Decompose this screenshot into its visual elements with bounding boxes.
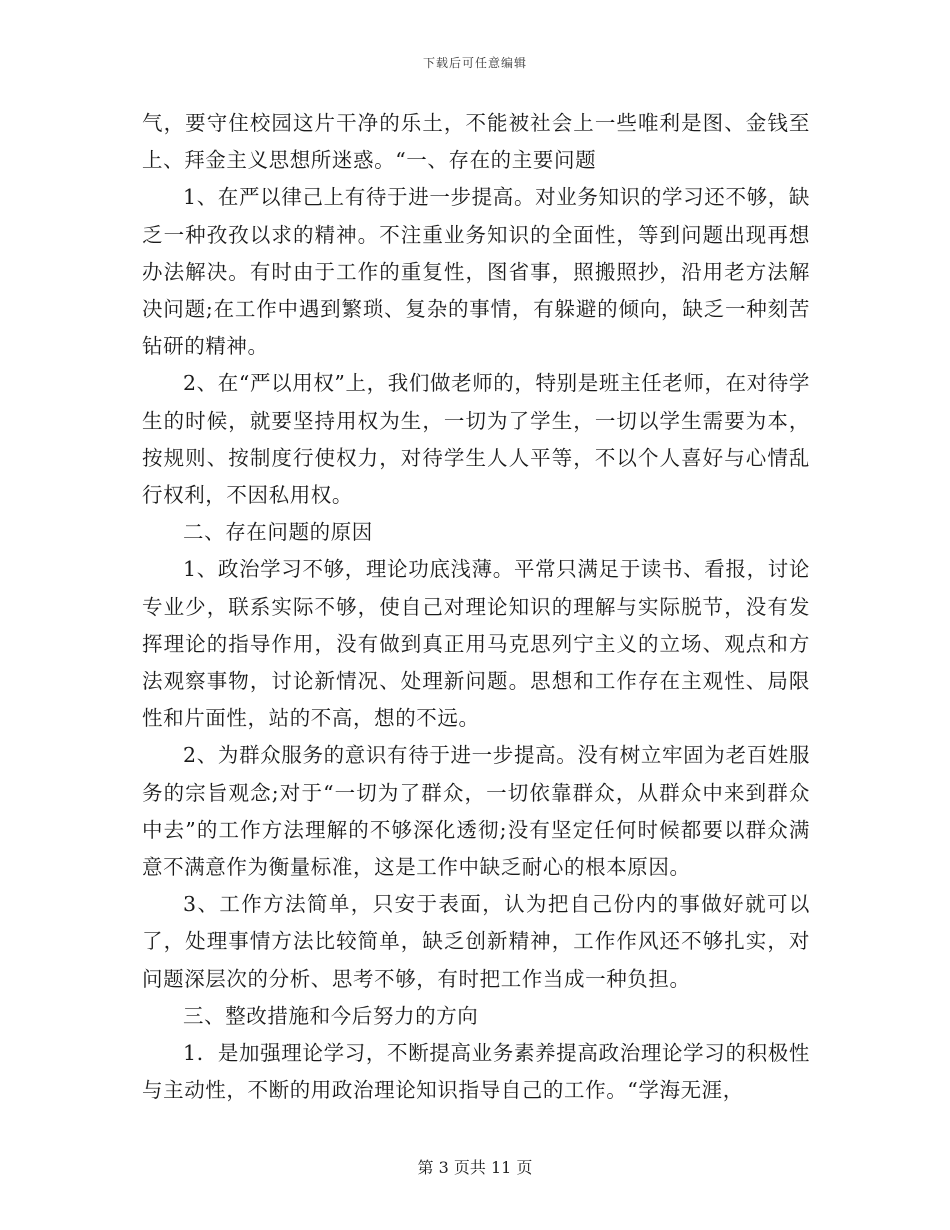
document-body [142,105,810,1109]
section-heading-2: 二、存在问题的原因 [183,520,373,545]
section-heading-3: 三、整改措施和今后努力的方向 [183,1003,479,1028]
paragraph-3: 2、在“严以用权”上，我们做老师的，特别是班主任老师，在对待学生的时候，就要坚持用权为生，一切为了学生，一切以学生需要为本，按规则、按制度行使权力，对待学生人人平等，不以个人喜好与心情乱行权利，不因私用权。 [142,371,810,508]
paragraph-7: 1．是加强理论学习，不断提高业务素养提高政治理论学习的积极性与主动性，不断的用政治理论知识指导自己的工作。“学海无涯， [142,1041,810,1103]
page-header: 下载后可任意编辑 [422,56,527,70]
paragraph-2: 1、在严以律己上有待于进一步提高。对业务知识的学习还不够，缺乏一种孜孜以求的精神。不注重业务知识的全面性，等到问题出现再想办法解决。有时由于工作的重复性，图省事，照搬照抄，沿用老方法解决问题;在工作中遇到繁琐、复杂的事情，有躲避的倾向，缺乏一种刻苦钻研的精神。 [142,185,810,359]
paragraph-6: 3、工作方法简单，只安于表面，认为把自己份内的事做好就可以了，处理事情方法比较简单，缺乏创新精神，工作作风还不够扎实，对问题深层次的分析、思考不够，有时把工作当成一种负担。 [142,892,810,991]
paragraph-1: 气，要守住校园这片干净的乐土，不能被社会上一些唯利是图、金钱至上、拜金主义思想所迷惑。“一、存在的主要问题 [142,111,810,173]
paragraph-4: 1、政治学习不够，理论功底浅薄。平常只满足于读书、看报，讨论专业少，联系实际不够，使自己对理论知识的理解与实际脱节，没有发挥理论的指导作用，没有做到真正用马克思列宁主义的立场、观点和方法观察事物，讨论新情况、处理新问题。思想和工作存在主观性、局限性和片面性，站的不高，想的不远。 [142,557,810,731]
paragraph-5: 2、为群众服务的意识有待于进一步提高。没有树立牢固为老百姓服务的宗旨观念;对于“一切为了群众，一切依靠群众，从群众中来到群众中去”的工作方法理解的不够深化透彻;没有坚定任何时候都要以群众满意不满意作为衡量标准，这是工作中缺乏耐心的根本原因。 [142,743,810,880]
page-footer: 第 3 页共 11 页 [417,1158,533,1177]
